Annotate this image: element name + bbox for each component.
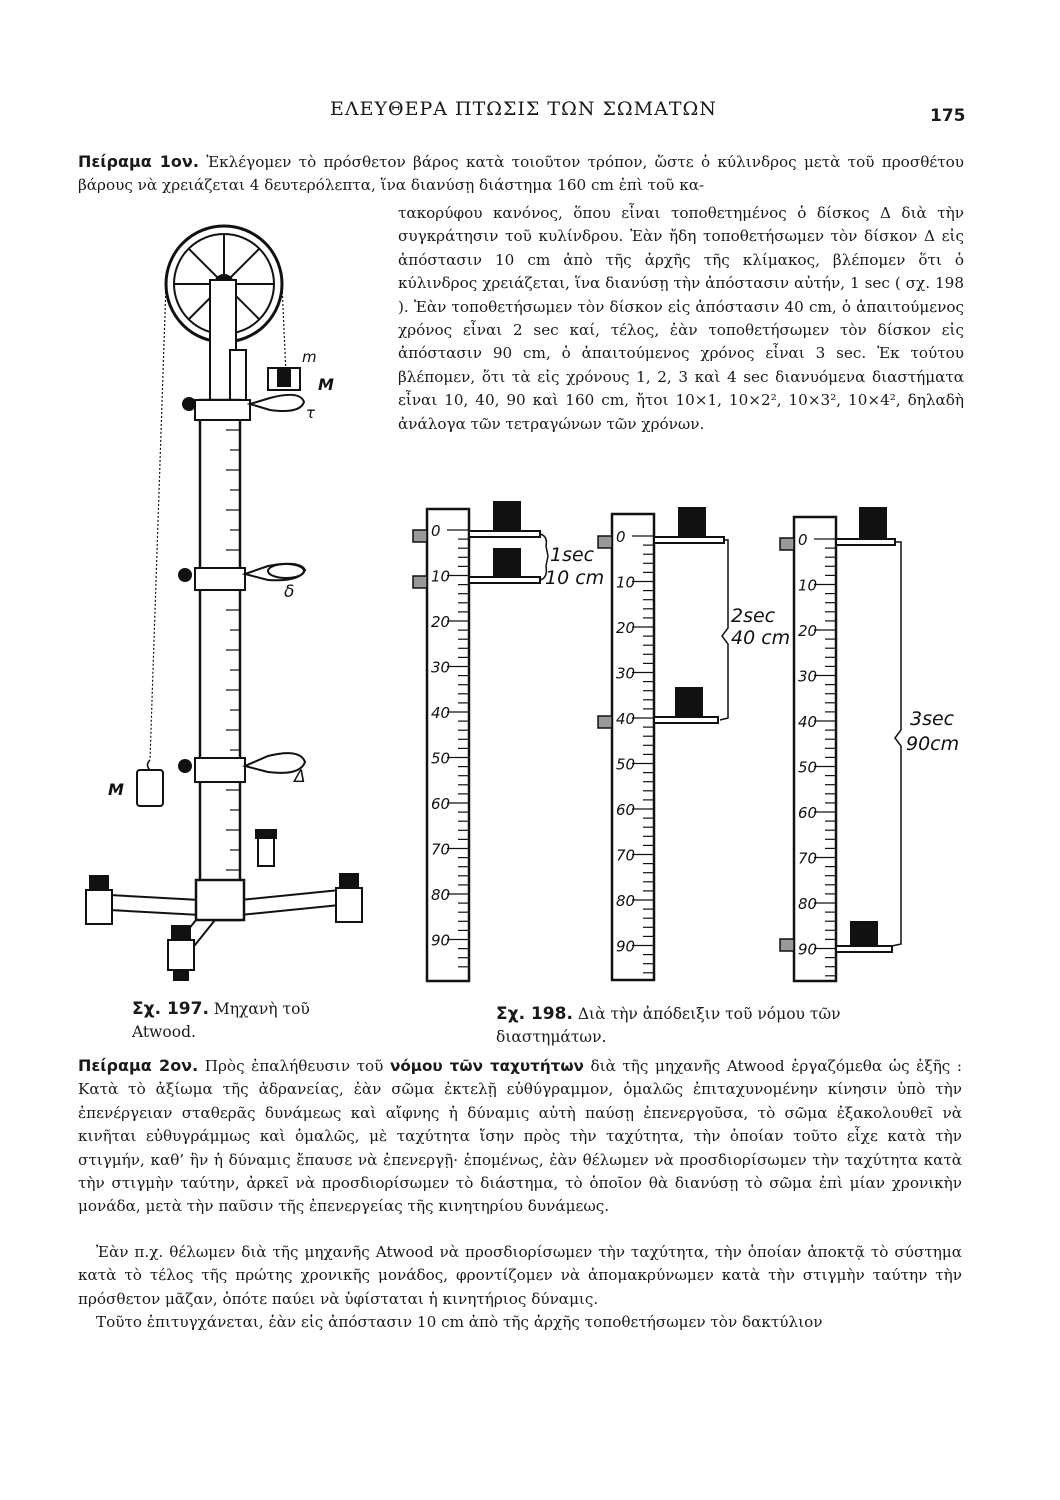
ruler-2-time: 2sec <box>731 605 776 627</box>
ruler-2-scale-label: 40 <box>616 710 636 728</box>
ruler-2-weight-start <box>679 508 705 537</box>
ruler-1-scale-label: 90 <box>431 931 451 950</box>
experiment2-bold-phrase: νόμου τῶν ταχυτήτων <box>390 1057 584 1075</box>
experiment2-paragraph-2: Ἐὰν π.χ. θέλωμεν διὰ τῆς μηχανῆς Atwood νὰ προσδιορίσωμεν τὴν ταχύτητα, τὴν ὁποίαν ἀποκτᾷ τὸ σύστημα κατὰ τὸ τέλος τῆς πρώτης χρονικῆς μονάδος, φροντίζομεν νὰ ἀπομακρύνωμεν κατὰ τὴν στιγμὴν ταύτην τὴν πρόσθετον μᾶζαν, ὁπότε παύει νὰ ὑφίσταται ἡ κινητήριος δύναμις. <box>78 1243 962 1308</box>
ruler-1-scale-label: 50 <box>431 749 451 768</box>
experiment1-lead: Πείραμα 1ον. <box>78 152 199 171</box>
ruler-2-scale-label: 30 <box>616 664 636 683</box>
ruler-2-scale-label: 90 <box>616 937 636 956</box>
ruler-3-scale-label: 40 <box>798 713 818 731</box>
figure-198-number: Σχ. 198. <box>496 1004 573 1024</box>
ruler-2-scale-label: 10 <box>616 573 636 592</box>
ruler-3-weight-start <box>860 508 886 539</box>
label-M-weight: M <box>108 780 124 799</box>
label-delta: Δ <box>294 767 306 787</box>
ruler-1-time: 1sec <box>550 544 595 566</box>
label-M-top: M <box>318 375 334 394</box>
atwood-machine-figure <box>86 226 362 980</box>
label-m: m <box>302 348 317 366</box>
ruler-1-scale-label: 80 <box>431 886 451 904</box>
experiment2-text-a: Πρὸς ἐπαλήθευσιν τοῦ <box>204 1057 384 1075</box>
experiment2-paragraph-3: Τοῦτο ἐπιτυγχάνεται, ἐὰν εἰς ἀπόστασιν 10 cm ἀπὸ τῆς ἀρχῆς τοποθετήσωμεν τὸν δακτύλιον <box>96 1313 823 1331</box>
ruler-1-distance: 10 cm <box>545 567 605 589</box>
ruler-3-scale-label: 30 <box>798 667 818 686</box>
atwood-ruler <box>200 400 240 920</box>
ruler-2-distance: 40 cm <box>731 627 791 649</box>
figure-197-caption <box>132 998 362 1044</box>
figure-198-caption <box>496 1003 896 1049</box>
string-left <box>150 284 166 760</box>
ruler-1-scale-label: 30 <box>431 658 451 677</box>
ruler-3-scale-label: 70 <box>798 849 818 868</box>
ruler-1-scale-label: 60 <box>431 795 451 813</box>
experiment1-text-top: Ἐκλέγομεν τὸ πρόσθετον βάρος κατὰ τοιοῦτον τρόπον, ὥστε ὁ κύλινδρος μετὰ τοῦ προσθέτου βάρους νὰ χρειάζεται 4 δευτερόλεπτα, ἵνα διανύσῃ διάστημα 160 cm ἐπὶ τοῦ κα- <box>78 153 964 195</box>
ruler-3-weight-end <box>851 922 877 946</box>
ruler-3-scale-label: 10 <box>798 576 818 595</box>
ruler-3-scale-label: 90 <box>798 940 818 959</box>
ruler-3-scale-label: 80 <box>798 895 818 913</box>
ruler-2-scale-label: 20 <box>616 619 636 637</box>
string-right <box>282 284 286 375</box>
figure-197-number: Σχ. 197. <box>132 999 209 1019</box>
experiment2-paragraph <box>78 1054 962 1219</box>
ruler-3-time: 3sec <box>910 708 955 730</box>
ruler-1-weight-start <box>494 502 520 531</box>
ruler-3-scale-label: 0 <box>798 531 808 549</box>
ruler-1-scale-label: 20 <box>431 613 451 631</box>
label-tau: τ <box>306 404 316 422</box>
ruler-2-scale-label: 50 <box>616 755 636 774</box>
ruler-2-scale-label: 70 <box>616 846 636 865</box>
ruler-3-scale-label: 60 <box>798 804 818 822</box>
ruler-figure <box>413 502 901 981</box>
experiment2-text-b: διὰ τῆς μηχανῆς Atwood ἐργαζόμεθα ὡς ἐξῆς : Κατὰ τὸ ἀξίωμα τῆς ἀδρανείας, ἐὰν σῶμα ἐκτελῇ εὐθύγραμμον, ὁμαλῶς ἐπιταχυνομένην κίνησιν ὑπὸ τὴν ἐπενέργειαν σταθερᾶς δυνάμεως καὶ αἴφνης ἡ δύναμις αὐτὴ παύσῃ ἐπενεργοῦσα, τὸ σῶμα ἐξακολουθεῖ νὰ κινῆται εὐθυγράμμως καὶ ὁμαλῶς, μὲ ταχύτητα ἴσην πρὸς τὴν ταχύτητα, τὴν ὁποίαν τοῦτο εἶχε κατὰ τὴν στιγμήν, καθ’ ἣν ἡ δύναμις ἔπαυσε νὰ ἐπενεργῇ· ἑπομένως, ἐὰν θέλωμεν νὰ προσδιορίσωμεν τὴν ταχύτητα κατὰ τὴν στιγμὴν ταύτην, ἀρκεῖ νὰ προσδιορίσωμεν τὸ διάστημα, τὸ ὁποῖον θὰ διανύσῃ τὸ σῶμα ἐπὶ μίαν χρονικὴν μονάδα, μετὰ τὴν παῦσιν τῆς ἐπενεργείας τῆς κινητηρίου δυνάμεως. <box>78 1057 962 1216</box>
ruler-1-scale-label: 70 <box>431 840 451 859</box>
experiment1-paragraph-right: τακορύφου κανόνος, ὅπου εἶναι τοποθετημένος ὁ δίσκος Δ διὰ τὴν συγκράτησιν τοῦ κυλίνδρου. Ἐὰν ἤδη τοποθετήσωμεν τὸν δίσκον Δ εἰς ἀπόστασιν 10 cm ἀπὸ τῆς ἀρχῆς τῆς κλίμακος, βλέπομεν ὅτι ὁ κύλινδρος χρειάζεται, ἵνα διανύσῃ τὴν ἀπόστασιν αὐτήν, 1 sec ( σχ. 198 ). Ἐὰν τοποθετήσωμεν τὸν δίσκον εἰς ἀπόστασιν 40 cm, ὁ ἀπαιτούμενος χρόνος εἶναι 2 sec καί, τέλος, ἐὰν τοποθετήσωμεν τὸν δίσκον εἰς ἀπόστασιν 90 cm, ὁ ἀπαιτούμενος χρόνος εἶναι 3 sec. Ἐκ τούτου βλέπομεν, ὅτι τὰ εἰς χρόνους 1, 2, 3 καὶ 4 sec διανυόμενα διαστήματα εἶναι 10, 40, 90 καὶ 160 cm, ἤτοι 10×1, 10×2², 10×3², 10×4², δηλαδὴ ἀνάλογα τῶν τετραγώνων τῶν χρόνων. <box>398 204 964 433</box>
ruler-2-scale-label: 80 <box>616 892 636 910</box>
ruler-1-weight-end <box>494 549 520 577</box>
weight-M <box>137 770 163 806</box>
ruler-3-scale-label: 50 <box>798 758 818 777</box>
running-title: ΕΛΕΥΘΕΡΑ ΠΤΩΣΙΣ ΤΩΝ ΣΩΜΑΤΩΝ <box>330 98 717 120</box>
figure-198-text: Διὰ τὴν ἀπόδειξιν τοῦ νόμου τῶν διαστημάτων. <box>496 1005 841 1046</box>
page-number: 175 <box>930 106 966 126</box>
ruler-1-scale-label: 0 <box>431 522 441 540</box>
ruler-1-scale-label: 40 <box>431 704 451 722</box>
experiment2-lead: Πείραμα 2ον. <box>78 1056 199 1075</box>
label-delta-small: δ <box>284 582 295 602</box>
ruler-3-scale-label: 20 <box>798 622 818 640</box>
figure-197-text: Μηχανὴ τοῦ Atwood. <box>132 1000 310 1041</box>
ruler-2-scale-label: 0 <box>616 528 626 546</box>
ruler-1-scale-label: 10 <box>431 567 451 586</box>
ruler-2-scale-label: 60 <box>616 801 636 819</box>
ruler-3-distance: 90cm <box>906 733 960 755</box>
ruler-2-weight-end <box>676 688 702 717</box>
